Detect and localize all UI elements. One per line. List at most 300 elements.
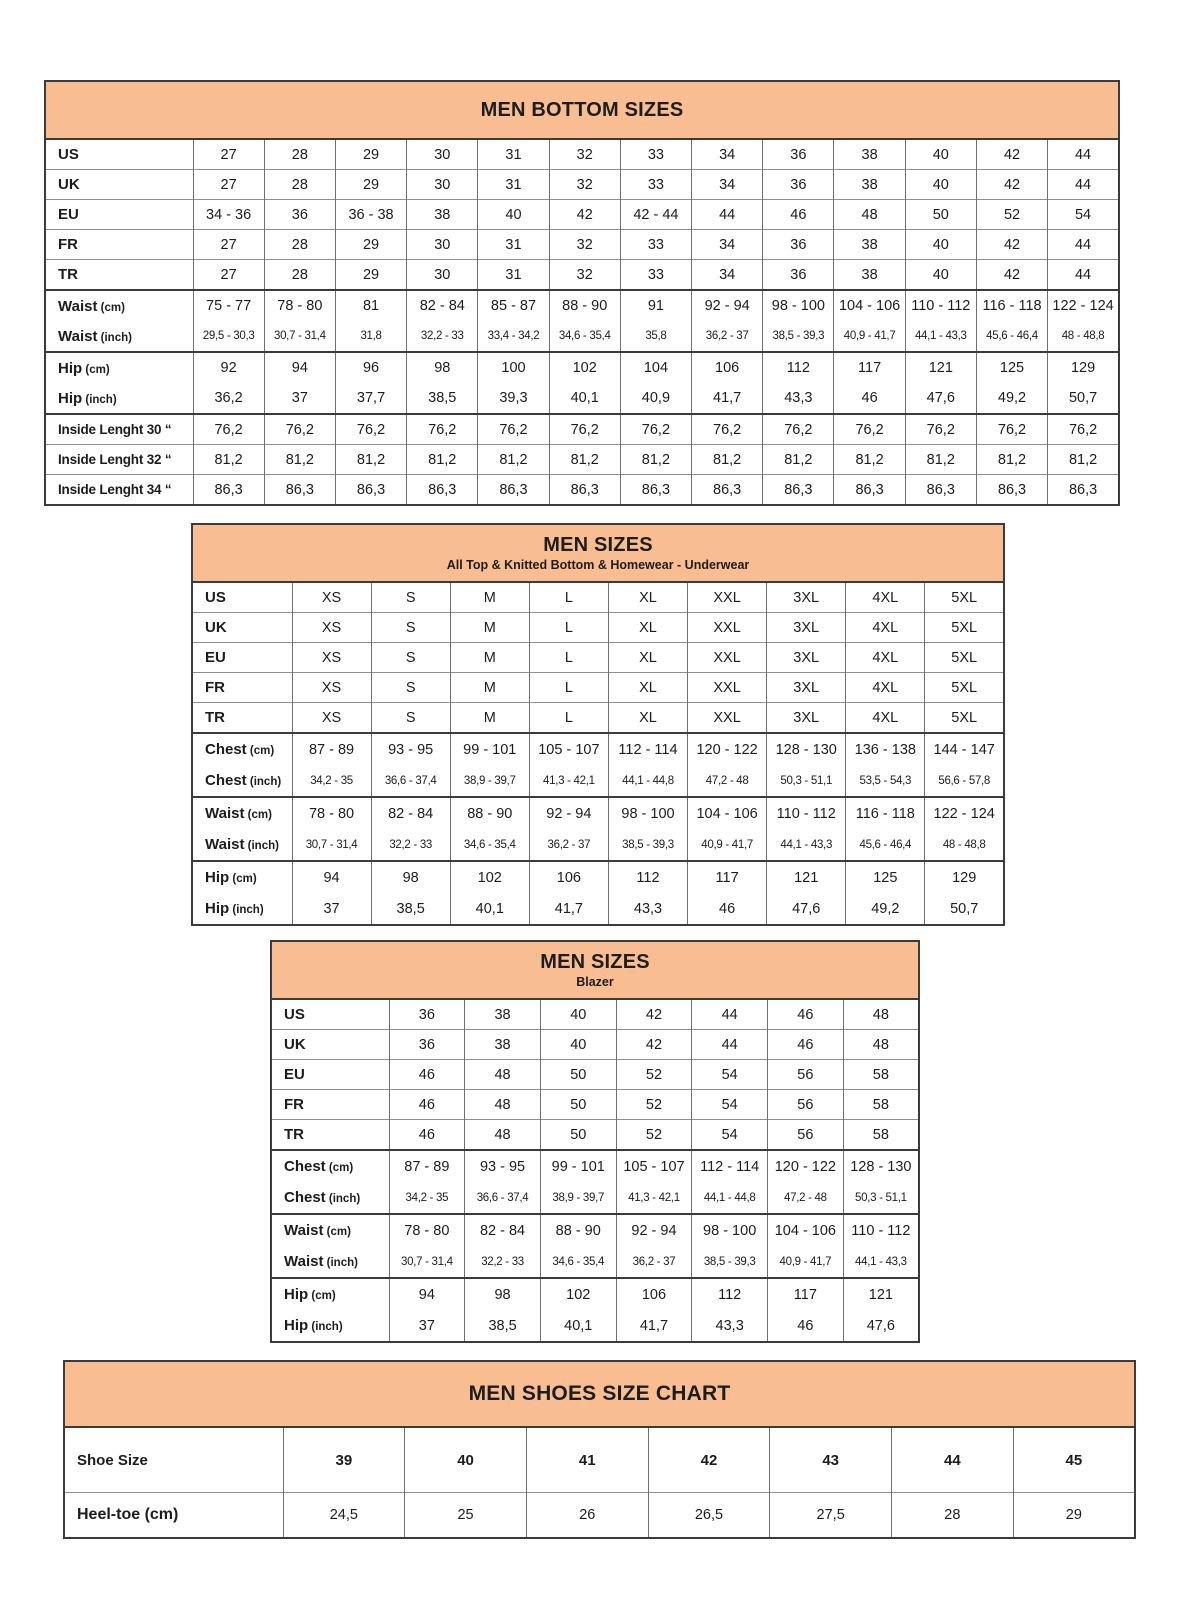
value-cell: 5XL bbox=[925, 582, 1004, 613]
value-cell: 88 - 90 bbox=[540, 1214, 616, 1246]
row-unit: (inch) bbox=[323, 1257, 358, 1269]
value-cell: 41,7 bbox=[616, 1310, 692, 1342]
value-cell: 29 bbox=[335, 230, 406, 260]
value-cell: 30,7 - 31,4 bbox=[292, 829, 371, 861]
value-cell: 86,3 bbox=[407, 475, 478, 506]
table-section bbox=[64, 1427, 1135, 1538]
value-cell: 24,5 bbox=[283, 1493, 405, 1539]
value-cell: 125 bbox=[846, 861, 925, 893]
value-cell: 43,3 bbox=[763, 383, 834, 414]
value-cell: 47,6 bbox=[843, 1310, 919, 1342]
value-cell: 43,3 bbox=[692, 1310, 768, 1342]
value-cell: 37 bbox=[292, 893, 371, 925]
value-cell: 32 bbox=[549, 170, 620, 200]
value-cell: 92 - 94 bbox=[616, 1214, 692, 1246]
table-row bbox=[192, 643, 1004, 673]
value-cell: 36 - 38 bbox=[335, 200, 406, 230]
value-cell: 27 bbox=[193, 260, 264, 291]
value-cell: 81,2 bbox=[763, 445, 834, 475]
value-cell: 76,2 bbox=[1048, 414, 1119, 445]
table-section bbox=[271, 999, 919, 1150]
value-cell: 121 bbox=[905, 352, 976, 383]
table-row bbox=[64, 1493, 1135, 1539]
value-cell: 40,9 - 41,7 bbox=[688, 829, 767, 861]
value-cell: 48 bbox=[834, 200, 905, 230]
value-cell: 37 bbox=[264, 383, 335, 414]
value-cell: 5XL bbox=[925, 613, 1004, 643]
value-cell: 44 bbox=[892, 1427, 1014, 1493]
value-cell: 76,2 bbox=[834, 414, 905, 445]
value-cell: 32 bbox=[549, 230, 620, 260]
value-cell: 112 - 114 bbox=[692, 1150, 768, 1182]
value-cell: XS bbox=[292, 582, 371, 613]
value-cell: 56 bbox=[768, 1090, 844, 1120]
table-row bbox=[192, 861, 1004, 893]
value-cell: 102 bbox=[450, 861, 529, 893]
value-cell: 38,5 bbox=[407, 383, 478, 414]
value-cell: 94 bbox=[264, 352, 335, 383]
value-cell: M bbox=[450, 582, 529, 613]
value-cell: 30 bbox=[407, 170, 478, 200]
row-label: Inside Lenght 30 “ bbox=[45, 414, 193, 445]
value-cell: 40 bbox=[540, 999, 616, 1030]
value-cell: 76,2 bbox=[478, 414, 549, 445]
value-cell: 54 bbox=[692, 1060, 768, 1090]
row-label: Chest (inch) bbox=[192, 765, 292, 797]
value-cell: 36 bbox=[763, 139, 834, 170]
table-section bbox=[192, 797, 1004, 861]
value-cell: 42 bbox=[976, 170, 1047, 200]
value-cell: 78 - 80 bbox=[389, 1214, 465, 1246]
value-cell: 36,6 - 37,4 bbox=[371, 765, 450, 797]
value-cell: 81,2 bbox=[1048, 445, 1119, 475]
value-cell: 3XL bbox=[767, 673, 846, 703]
value-cell: 112 - 114 bbox=[608, 733, 687, 765]
value-cell: 30 bbox=[407, 230, 478, 260]
value-cell: 86,3 bbox=[335, 475, 406, 506]
value-cell: 40,9 - 41,7 bbox=[768, 1246, 844, 1278]
value-cell: 86,3 bbox=[1048, 475, 1119, 506]
value-cell: S bbox=[371, 673, 450, 703]
value-cell: 33 bbox=[620, 260, 691, 291]
value-cell: 110 - 112 bbox=[767, 797, 846, 829]
value-cell: 40,1 bbox=[549, 383, 620, 414]
table-row bbox=[271, 1060, 919, 1090]
table-section bbox=[45, 290, 1119, 352]
row-label: Inside Lenght 32 “ bbox=[45, 445, 193, 475]
value-cell: 88 - 90 bbox=[450, 797, 529, 829]
value-cell: 86,3 bbox=[478, 475, 549, 506]
value-cell: 34 bbox=[692, 139, 763, 170]
table-title: MEN SIZES bbox=[543, 534, 653, 556]
value-cell: 30 bbox=[407, 260, 478, 291]
value-cell: 86,3 bbox=[976, 475, 1047, 506]
table-row bbox=[271, 1214, 919, 1246]
value-cell: 27 bbox=[193, 170, 264, 200]
row-label: TR bbox=[45, 260, 193, 291]
value-cell: 41,3 - 42,1 bbox=[529, 765, 608, 797]
value-cell: 4XL bbox=[846, 673, 925, 703]
value-cell: 116 - 118 bbox=[846, 797, 925, 829]
value-cell: 42 - 44 bbox=[620, 200, 691, 230]
value-cell: 116 - 118 bbox=[976, 290, 1047, 321]
row-label: EU bbox=[271, 1060, 389, 1090]
value-cell: 32,2 - 33 bbox=[371, 829, 450, 861]
value-cell: 27 bbox=[193, 230, 264, 260]
row-label: Chest (cm) bbox=[192, 733, 292, 765]
value-cell: L bbox=[529, 643, 608, 673]
value-cell: 5XL bbox=[925, 703, 1004, 734]
value-cell: 81,2 bbox=[620, 445, 691, 475]
table-row bbox=[45, 139, 1119, 170]
value-cell: 30,7 - 31,4 bbox=[389, 1246, 465, 1278]
value-cell: 29,5 - 30,3 bbox=[193, 321, 264, 352]
value-cell: 58 bbox=[843, 1120, 919, 1151]
table-header-band bbox=[271, 941, 919, 999]
value-cell: 98 - 100 bbox=[608, 797, 687, 829]
table-title: MEN SIZES bbox=[540, 951, 650, 973]
value-cell: 34 bbox=[692, 170, 763, 200]
value-cell: 34,6 - 35,4 bbox=[549, 321, 620, 352]
row-label: UK bbox=[271, 1030, 389, 1060]
value-cell: 42 bbox=[648, 1427, 770, 1493]
value-cell: 40,9 bbox=[620, 383, 691, 414]
value-cell: 36 bbox=[763, 170, 834, 200]
value-cell: 54 bbox=[1048, 200, 1119, 230]
value-cell: 36 bbox=[763, 230, 834, 260]
value-cell: 35,8 bbox=[620, 321, 691, 352]
value-cell: 36,2 - 37 bbox=[692, 321, 763, 352]
table-section bbox=[45, 139, 1119, 290]
value-cell: 76,2 bbox=[905, 414, 976, 445]
table-row bbox=[271, 1150, 919, 1182]
value-cell: 46 bbox=[389, 1090, 465, 1120]
value-cell: 81,2 bbox=[264, 445, 335, 475]
table-row bbox=[192, 582, 1004, 613]
value-cell: 48 bbox=[465, 1120, 541, 1151]
value-cell: 92 - 94 bbox=[692, 290, 763, 321]
table-header-band bbox=[45, 81, 1119, 139]
value-cell: 42 bbox=[549, 200, 620, 230]
table-row bbox=[271, 1120, 919, 1151]
row-label: Hip (cm) bbox=[192, 861, 292, 893]
value-cell: S bbox=[371, 643, 450, 673]
table-row bbox=[64, 1427, 1135, 1493]
row-label: Chest (inch) bbox=[271, 1182, 389, 1214]
table-row bbox=[45, 170, 1119, 200]
row-label: Hip (inch) bbox=[45, 383, 193, 414]
value-cell: XXL bbox=[688, 673, 767, 703]
value-cell: 36 bbox=[389, 1030, 465, 1060]
value-cell: 47,2 - 48 bbox=[688, 765, 767, 797]
value-cell: 26 bbox=[526, 1493, 648, 1539]
value-cell: 76,2 bbox=[976, 414, 1047, 445]
table-row bbox=[271, 1182, 919, 1214]
table-section bbox=[271, 1150, 919, 1214]
value-cell: 86,3 bbox=[905, 475, 976, 506]
value-cell: 40 bbox=[905, 170, 976, 200]
value-cell: 34,6 - 35,4 bbox=[540, 1246, 616, 1278]
value-cell: S bbox=[371, 703, 450, 734]
value-cell: 28 bbox=[264, 170, 335, 200]
value-cell: 34 - 36 bbox=[193, 200, 264, 230]
value-cell: 52 bbox=[616, 1060, 692, 1090]
value-cell: 82 - 84 bbox=[371, 797, 450, 829]
value-cell: 50,7 bbox=[925, 893, 1004, 925]
value-cell: 50 bbox=[540, 1120, 616, 1151]
row-label: Chest (cm) bbox=[271, 1150, 389, 1182]
value-cell: 104 bbox=[620, 352, 691, 383]
value-cell: 29 bbox=[1013, 1493, 1135, 1539]
value-cell: 38,5 bbox=[465, 1310, 541, 1342]
row-unit: (inch) bbox=[97, 331, 132, 344]
value-cell: 41,3 - 42,1 bbox=[616, 1182, 692, 1214]
value-cell: 104 - 106 bbox=[834, 290, 905, 321]
row-label: Waist (cm) bbox=[45, 290, 193, 321]
value-cell: 117 bbox=[688, 861, 767, 893]
value-cell: 37 bbox=[389, 1310, 465, 1342]
table-row bbox=[192, 673, 1004, 703]
value-cell: XL bbox=[608, 673, 687, 703]
value-cell: 28 bbox=[892, 1493, 1014, 1539]
value-cell: 40 bbox=[905, 260, 976, 291]
value-cell: 76,2 bbox=[193, 414, 264, 445]
value-cell: 38,5 - 39,3 bbox=[608, 829, 687, 861]
row-label: Hip (cm) bbox=[45, 352, 193, 383]
row-unit: (inch) bbox=[246, 776, 282, 788]
table-row bbox=[271, 1278, 919, 1310]
value-cell: 91 bbox=[620, 290, 691, 321]
value-cell: 58 bbox=[843, 1090, 919, 1120]
value-cell: 40,1 bbox=[450, 893, 529, 925]
row-unit: (cm) bbox=[323, 1226, 351, 1238]
table-row bbox=[45, 383, 1119, 414]
value-cell: 4XL bbox=[846, 613, 925, 643]
men-blazer-sizes-table bbox=[270, 940, 920, 1343]
table-row bbox=[45, 475, 1119, 506]
value-cell: 120 - 122 bbox=[688, 733, 767, 765]
value-cell: 48 bbox=[843, 1030, 919, 1060]
row-unit: (cm) bbox=[325, 1162, 354, 1174]
value-cell: XS bbox=[292, 673, 371, 703]
value-cell: 128 - 130 bbox=[767, 733, 846, 765]
value-cell: 38,5 bbox=[371, 893, 450, 925]
value-cell: 46 bbox=[834, 383, 905, 414]
table-section bbox=[45, 352, 1119, 414]
value-cell: 36,6 - 37,4 bbox=[465, 1182, 541, 1214]
table-row bbox=[192, 765, 1004, 797]
value-cell: 40 bbox=[905, 139, 976, 170]
value-cell: 38 bbox=[834, 230, 905, 260]
value-cell: L bbox=[529, 673, 608, 703]
value-cell: 38 bbox=[465, 999, 541, 1030]
value-cell: 26,5 bbox=[648, 1493, 770, 1539]
value-cell: S bbox=[371, 582, 450, 613]
value-cell: 76,2 bbox=[620, 414, 691, 445]
value-cell: 105 - 107 bbox=[529, 733, 608, 765]
value-cell: 34,2 - 35 bbox=[389, 1182, 465, 1214]
value-cell: 46 bbox=[763, 200, 834, 230]
value-cell: XL bbox=[608, 613, 687, 643]
men-bottom-sizes-grid bbox=[44, 80, 1120, 506]
value-cell: 43 bbox=[770, 1427, 892, 1493]
row-label: FR bbox=[271, 1090, 389, 1120]
value-cell: M bbox=[450, 613, 529, 643]
value-cell: 4XL bbox=[846, 582, 925, 613]
value-cell: 50,3 - 51,1 bbox=[843, 1182, 919, 1214]
value-cell: 50 bbox=[905, 200, 976, 230]
row-unit: (cm) bbox=[82, 363, 110, 376]
value-cell: 48 bbox=[843, 999, 919, 1030]
value-cell: 30,7 - 31,4 bbox=[264, 321, 335, 352]
value-cell: 33 bbox=[620, 139, 691, 170]
value-cell: 81,2 bbox=[478, 445, 549, 475]
table-row bbox=[192, 893, 1004, 925]
value-cell: 48 - 48,8 bbox=[925, 829, 1004, 861]
value-cell: 48 - 48,8 bbox=[1048, 321, 1119, 352]
table-header-row bbox=[192, 524, 1004, 582]
value-cell: 40 bbox=[478, 200, 549, 230]
value-cell: 46 bbox=[768, 1310, 844, 1342]
value-cell: 36 bbox=[389, 999, 465, 1030]
table-title: MEN SHOES SIZE CHART bbox=[468, 1382, 731, 1405]
value-cell: L bbox=[529, 582, 608, 613]
value-cell: 4XL bbox=[846, 643, 925, 673]
value-cell: 38 bbox=[834, 139, 905, 170]
value-cell: 54 bbox=[692, 1090, 768, 1120]
value-cell: 44 bbox=[1048, 230, 1119, 260]
men-shoes-size-chart-grid bbox=[63, 1360, 1136, 1539]
value-cell: 42 bbox=[976, 230, 1047, 260]
value-cell: 43,3 bbox=[608, 893, 687, 925]
value-cell: 100 bbox=[478, 352, 549, 383]
value-cell: 38 bbox=[834, 260, 905, 291]
table-section bbox=[192, 733, 1004, 797]
value-cell: 102 bbox=[549, 352, 620, 383]
table-header-band bbox=[64, 1361, 1135, 1427]
value-cell: 122 - 124 bbox=[925, 797, 1004, 829]
value-cell: L bbox=[529, 613, 608, 643]
table-row bbox=[45, 445, 1119, 475]
value-cell: 88 - 90 bbox=[549, 290, 620, 321]
value-cell: 38 bbox=[465, 1030, 541, 1060]
table-section bbox=[271, 1278, 919, 1342]
row-unit: (cm) bbox=[244, 809, 272, 821]
value-cell: 128 - 130 bbox=[843, 1150, 919, 1182]
value-cell: 36,2 - 37 bbox=[616, 1246, 692, 1278]
value-cell: 44,1 - 43,3 bbox=[843, 1246, 919, 1278]
value-cell: 36,2 - 37 bbox=[529, 829, 608, 861]
value-cell: 86,3 bbox=[264, 475, 335, 506]
value-cell: 44,1 - 43,3 bbox=[767, 829, 846, 861]
value-cell: 99 - 101 bbox=[450, 733, 529, 765]
value-cell: 86,3 bbox=[763, 475, 834, 506]
table-row bbox=[271, 1310, 919, 1342]
table-header-band bbox=[192, 524, 1004, 582]
value-cell: 32 bbox=[549, 260, 620, 291]
value-cell: 98 bbox=[465, 1278, 541, 1310]
table-header bbox=[192, 524, 1004, 582]
value-cell: 48 bbox=[465, 1060, 541, 1090]
value-cell: 102 bbox=[540, 1278, 616, 1310]
value-cell: 41,7 bbox=[692, 383, 763, 414]
table-row bbox=[45, 290, 1119, 321]
value-cell: 33 bbox=[620, 230, 691, 260]
value-cell: 38,5 - 39,3 bbox=[763, 321, 834, 352]
value-cell: 37,7 bbox=[335, 383, 406, 414]
table-row bbox=[271, 1090, 919, 1120]
value-cell: 76,2 bbox=[335, 414, 406, 445]
value-cell: 81,2 bbox=[335, 445, 406, 475]
value-cell: 86,3 bbox=[620, 475, 691, 506]
value-cell: XL bbox=[608, 643, 687, 673]
value-cell: 78 - 80 bbox=[292, 797, 371, 829]
value-cell: 45,6 - 46,4 bbox=[846, 829, 925, 861]
table-row bbox=[192, 797, 1004, 829]
row-label: Waist (inch) bbox=[271, 1246, 389, 1278]
men-bottom-sizes-table bbox=[44, 80, 1120, 506]
value-cell: 39,3 bbox=[478, 383, 549, 414]
value-cell: 44 bbox=[692, 999, 768, 1030]
value-cell: 30 bbox=[407, 139, 478, 170]
table-row bbox=[271, 1030, 919, 1060]
value-cell: 40 bbox=[405, 1427, 527, 1493]
value-cell: 94 bbox=[292, 861, 371, 893]
value-cell: 76,2 bbox=[549, 414, 620, 445]
value-cell: 76,2 bbox=[264, 414, 335, 445]
value-cell: 81,2 bbox=[834, 445, 905, 475]
table-section bbox=[192, 861, 1004, 925]
table-row bbox=[45, 200, 1119, 230]
value-cell: 112 bbox=[608, 861, 687, 893]
row-label: Waist (inch) bbox=[192, 829, 292, 861]
value-cell: 46 bbox=[389, 1120, 465, 1151]
row-unit: (inch) bbox=[229, 904, 264, 916]
value-cell: XS bbox=[292, 613, 371, 643]
value-cell: 40 bbox=[905, 230, 976, 260]
value-cell: 46 bbox=[768, 1030, 844, 1060]
value-cell: 129 bbox=[925, 861, 1004, 893]
value-cell: 28 bbox=[264, 230, 335, 260]
value-cell: 75 - 77 bbox=[193, 290, 264, 321]
row-label: Hip (inch) bbox=[271, 1310, 389, 1342]
value-cell: 29 bbox=[335, 170, 406, 200]
value-cell: 46 bbox=[688, 893, 767, 925]
value-cell: L bbox=[529, 703, 608, 734]
row-label: Waist (cm) bbox=[271, 1214, 389, 1246]
value-cell: 120 - 122 bbox=[768, 1150, 844, 1182]
value-cell: 46 bbox=[768, 999, 844, 1030]
table-row bbox=[192, 733, 1004, 765]
value-cell: 86,3 bbox=[193, 475, 264, 506]
row-unit: (inch) bbox=[325, 1193, 361, 1205]
value-cell: 106 bbox=[616, 1278, 692, 1310]
row-label: TR bbox=[271, 1120, 389, 1151]
table-row bbox=[192, 703, 1004, 734]
value-cell: 47,6 bbox=[767, 893, 846, 925]
value-cell: 82 - 84 bbox=[465, 1214, 541, 1246]
value-cell: 58 bbox=[843, 1060, 919, 1090]
row-label: TR bbox=[192, 703, 292, 734]
value-cell: 44 bbox=[692, 1030, 768, 1060]
value-cell: XXL bbox=[688, 582, 767, 613]
value-cell: 40,1 bbox=[540, 1310, 616, 1342]
table-row bbox=[192, 613, 1004, 643]
value-cell: 29 bbox=[335, 139, 406, 170]
value-cell: 42 bbox=[976, 260, 1047, 291]
value-cell: 44 bbox=[692, 200, 763, 230]
value-cell: 81,2 bbox=[549, 445, 620, 475]
